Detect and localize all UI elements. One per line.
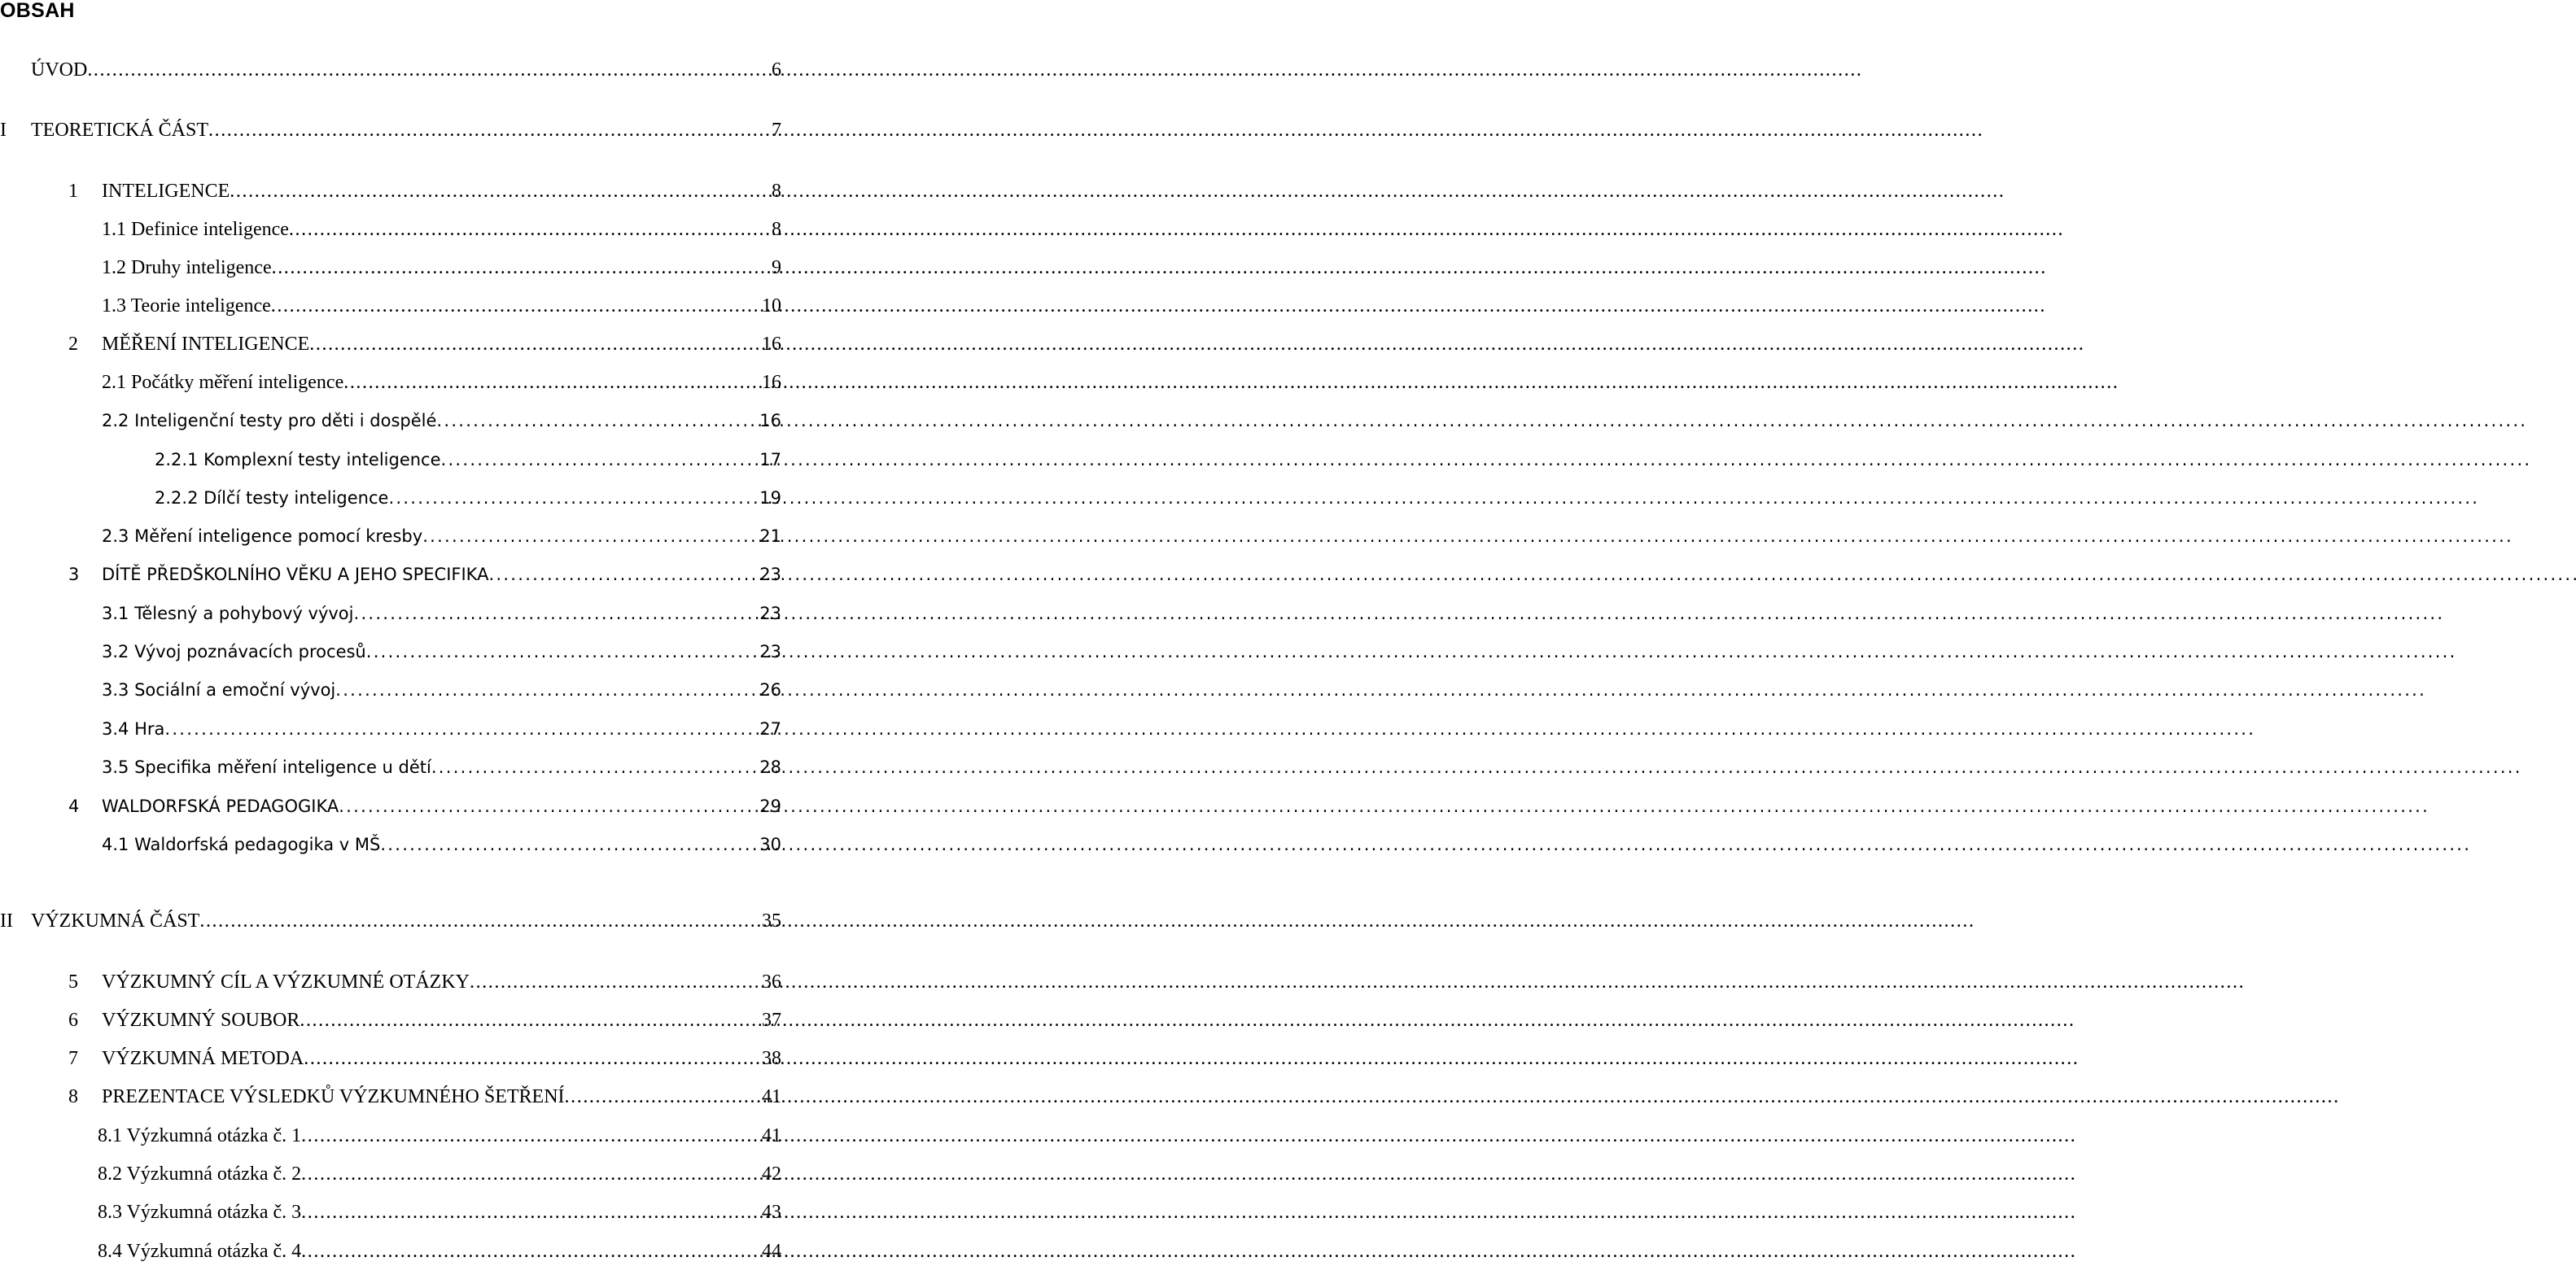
dot-leader: [335, 677, 759, 703]
toc-entry-page-number: 30: [759, 835, 781, 854]
dot-leader: [301, 1238, 762, 1264]
toc-entry-page-number: 7: [772, 120, 781, 141]
toc-entry-page-number: 36: [762, 971, 781, 993]
toc-entry[interactable]: [98, 1238, 781, 1264]
toc-entry[interactable]: [98, 1199, 781, 1225]
toc-entry[interactable]: [68, 178, 781, 204]
toc-entry[interactable]: [102, 639, 781, 665]
toc-entry-page-number: 23: [759, 604, 781, 623]
toc-entry[interactable]: [68, 969, 781, 995]
toc-entry[interactable]: [0, 908, 781, 934]
toc-entry[interactable]: [31, 57, 781, 83]
toc-entry[interactable]: [68, 793, 781, 819]
toc-entry-label: 3.2 Vývoj poznávacích procesů: [102, 642, 366, 661]
toc-entry-label: 2.1 Počátky měření inteligence: [102, 372, 344, 393]
toc-entry-label: 8.2 Výzkumná otázka č. 2: [98, 1163, 302, 1185]
toc-entry-label: 3.1 Tělesný a pohybový vývoj: [102, 604, 354, 623]
toc-entry[interactable]: [102, 216, 781, 242]
toc-entry-label: 2.2.2 Dílčí testy inteligence: [155, 488, 389, 508]
toc-entry-label: 3.5 Specifika měření inteligence u dětí: [102, 757, 431, 777]
toc-entry-label: 8.1 Výzkumná otázka č. 1: [98, 1125, 302, 1146]
dot-leader: [87, 57, 772, 83]
toc-entry[interactable]: [102, 293, 781, 319]
toc-entry-label: TEORETICKÁ ČÁST: [31, 120, 208, 141]
dot-leader: [304, 1046, 762, 1072]
dot-leader: [164, 716, 759, 742]
toc-entry-label: 2.2.1 Komplexní testy inteligence: [155, 450, 441, 469]
toc-entry[interactable]: [68, 1084, 781, 1110]
toc-entry-page-number: 26: [759, 680, 781, 700]
toc-entry-label: WALDORFSKÁ PEDAGOGIKA: [102, 797, 339, 816]
dot-leader: [431, 754, 759, 780]
toc-entry[interactable]: [68, 1007, 781, 1033]
toc-entry-number: 7: [68, 1048, 78, 1069]
toc-entry-page-number: 16: [762, 372, 781, 393]
toc-entry-label: PREZENTACE VÝSLEDKŮ VÝZKUMNÉHO ŠETŘENÍ: [102, 1086, 565, 1107]
dot-leader: [339, 793, 759, 819]
toc-entry-page-number: 10: [762, 295, 781, 316]
toc-entry-number: 3: [68, 565, 80, 584]
toc-entry[interactable]: [98, 1161, 781, 1187]
dot-leader: [380, 832, 759, 858]
toc-entry-page-number: 37: [762, 1010, 781, 1031]
dot-leader: [272, 255, 772, 281]
dot-leader: [230, 178, 772, 204]
toc-entry-page-number: 16: [759, 411, 781, 430]
toc-entry-number: I: [0, 120, 7, 141]
toc-entry-label: MĚŘENÍ INTELIGENCE: [102, 334, 310, 355]
toc-entry-label: 1.1 Definice inteligence: [102, 219, 289, 240]
toc-entry-page-number: 19: [759, 488, 781, 508]
toc-entry[interactable]: [68, 561, 781, 587]
toc-entry-number: 4: [68, 797, 80, 816]
toc-entry-page-number: 41: [762, 1086, 781, 1107]
toc-entry[interactable]: [102, 255, 781, 281]
dot-leader: [388, 485, 759, 511]
toc-entry-page-number: 16: [762, 334, 781, 355]
toc-entry-page-number: 23: [759, 642, 781, 661]
toc-entry-label: VÝZKUMNÁ ČÁST: [31, 910, 200, 932]
toc-entry-label: VÝZKUMNÝ CÍL A VÝZKUMNÉ OTÁZKY: [102, 971, 470, 993]
toc-entry[interactable]: [102, 600, 781, 626]
toc-entry-page-number: 29: [759, 797, 781, 816]
toc-entry-page-number: 21: [759, 526, 781, 546]
toc-entry-page-number: 28: [759, 757, 781, 777]
toc-entry-label: 2.2 Inteligenční testy pro děti i dospělé: [102, 411, 437, 430]
toc-entry-page-number: 44: [762, 1241, 781, 1262]
toc-entry-label: 2.3 Měření inteligence pomocí kresby: [102, 526, 423, 546]
dot-leader: [289, 216, 772, 242]
toc-entry[interactable]: [68, 331, 781, 357]
toc-entry[interactable]: [155, 447, 781, 473]
toc-entry[interactable]: [102, 716, 781, 742]
toc-entry-page-number: 41: [762, 1125, 781, 1146]
toc-entry-label: INTELIGENCE: [102, 181, 230, 202]
dot-leader: [271, 293, 762, 319]
toc-entry[interactable]: [102, 832, 781, 858]
toc-entry-page-number: 23: [759, 565, 781, 584]
toc-entry-label: VÝZKUMNÁ METODA: [102, 1048, 304, 1069]
dot-leader: [301, 1199, 762, 1225]
toc-entry[interactable]: [98, 1123, 781, 1149]
toc-entry[interactable]: [102, 754, 781, 780]
toc-entry-label: ÚVOD: [31, 59, 88, 81]
toc-entry-page-number: 38: [762, 1048, 781, 1069]
toc-entry-page-number: 42: [762, 1163, 781, 1185]
dot-leader: [343, 369, 762, 395]
toc-entry-page-number: 43: [762, 1202, 781, 1223]
dot-leader: [436, 408, 759, 434]
toc-entry-label: DÍTĚ PŘEDŠKOLNÍHO VĚKU A JEHO SPECIFIKA: [102, 565, 489, 584]
toc-entry-page-number: 6: [772, 59, 781, 81]
toc-entry[interactable]: [102, 677, 781, 703]
toc-entry-label: 3.3 Sociální a emoční vývoj: [102, 680, 336, 700]
toc-entry-label: VÝZKUMNÝ SOUBOR: [102, 1010, 300, 1031]
dot-leader: [565, 1084, 762, 1110]
dot-leader: [354, 600, 760, 626]
dot-leader: [208, 117, 772, 143]
dot-leader: [366, 639, 760, 665]
toc-entry[interactable]: [68, 1046, 781, 1072]
dot-leader: [470, 969, 762, 995]
dot-leader: [199, 908, 762, 934]
toc-entry[interactable]: [102, 523, 781, 549]
toc-entry-number: 8: [68, 1086, 78, 1107]
toc-entry-label: 8.4 Výzkumná otázka č. 4: [98, 1241, 302, 1262]
toc-entry-page-number: 8: [772, 181, 781, 202]
toc-entry-number: 6: [68, 1010, 78, 1031]
toc-heading: OBSAH: [0, 0, 75, 22]
toc-entry-page-number: 9: [772, 257, 781, 278]
toc-entry-number: 1: [68, 181, 78, 202]
dot-leader: [309, 331, 762, 357]
toc-entry-page-number: 27: [759, 719, 781, 739]
dot-leader: [488, 561, 759, 587]
toc-entry-number: II: [0, 910, 13, 932]
toc-entry[interactable]: [102, 408, 781, 434]
toc-entry-label: 3.4 Hra: [102, 719, 165, 739]
toc-entry-label: 1.2 Druhy inteligence: [102, 257, 272, 278]
toc-entry-page-number: 17: [759, 450, 781, 469]
toc-entry-label: 8.3 Výzkumná otázka č. 3: [98, 1202, 302, 1223]
dot-leader: [441, 447, 760, 473]
toc-entry-page-number: 8: [772, 219, 781, 240]
dot-leader: [300, 1007, 762, 1033]
toc-entry[interactable]: [155, 485, 781, 511]
toc-entry-page-number: 35: [762, 910, 781, 932]
toc-entry-number: 5: [68, 971, 78, 993]
toc-entry-label: 4.1 Waldorfská pedagogika v MŠ: [102, 835, 381, 854]
dot-leader: [422, 523, 759, 549]
toc-entry-number: 2: [68, 334, 78, 355]
toc-entry-label: 1.3 Teorie inteligence: [102, 295, 271, 316]
toc-entry[interactable]: [0, 117, 781, 143]
dot-leader: [301, 1161, 762, 1187]
toc-entry[interactable]: [102, 369, 781, 395]
dot-leader: [301, 1123, 762, 1149]
